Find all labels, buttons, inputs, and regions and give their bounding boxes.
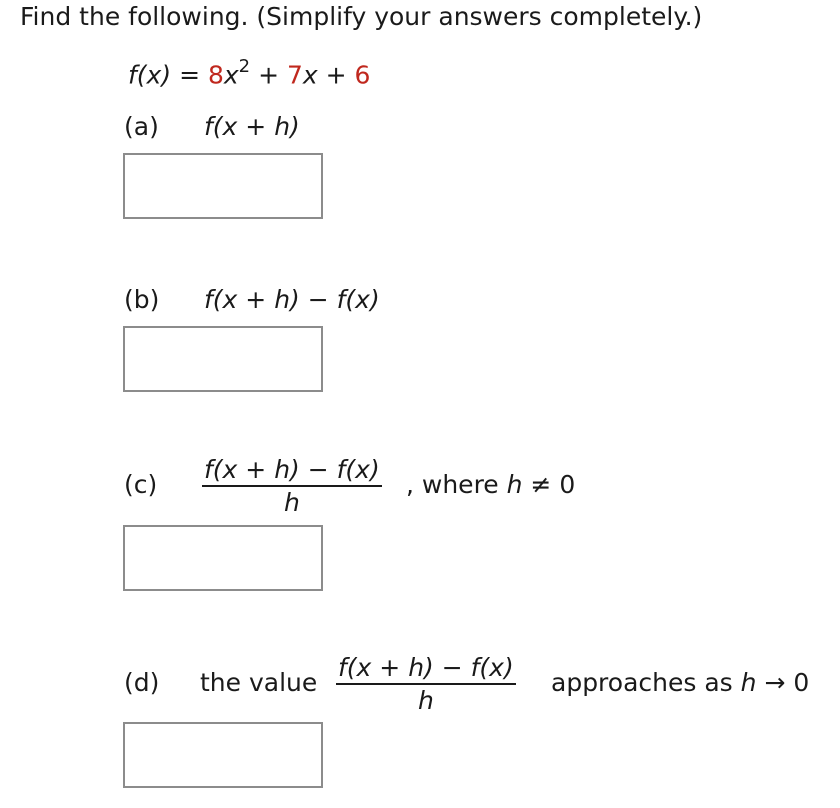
part-d-fraction bbox=[336, 653, 516, 717]
equals-sign: = bbox=[179, 60, 201, 90]
part-d-lim-var: h bbox=[740, 668, 757, 697]
coef-b: 7 bbox=[286, 60, 303, 90]
coef-a: 8 bbox=[207, 60, 224, 90]
answer-input-b[interactable] bbox=[123, 326, 323, 392]
part-c-fraction bbox=[202, 455, 382, 519]
part-d-label: (d) bbox=[124, 668, 160, 697]
part-b-label: (b) bbox=[124, 285, 160, 314]
part-c-cond-var: h bbox=[506, 470, 523, 499]
part-c-condition bbox=[406, 470, 575, 499]
part-d-suffix-text: approaches as bbox=[551, 668, 741, 697]
part-c-denominator: h bbox=[283, 488, 300, 517]
var-x-sq: x bbox=[223, 60, 239, 90]
part-c-numerator: f(x + h) − f(x) bbox=[202, 455, 382, 487]
answer-input-a[interactable] bbox=[123, 153, 323, 219]
plus-sign-2: + bbox=[325, 60, 347, 90]
part-a-expression: f(x + h) bbox=[204, 112, 300, 141]
part-b-expression: f(x + h) − f(x) bbox=[204, 285, 380, 314]
part-c-cond-rest: ≠ 0 bbox=[522, 470, 576, 499]
part-d-prefix: the value bbox=[200, 668, 318, 697]
function-definition bbox=[128, 58, 370, 89]
plus-sign-1: + bbox=[258, 60, 280, 90]
part-d-denominator: h bbox=[417, 686, 434, 715]
instruction-text: Find the following. (Simplify your answers completely.) bbox=[20, 2, 703, 31]
part-d-lim-rest: → 0 bbox=[756, 668, 810, 697]
part-d-suffix bbox=[551, 668, 809, 697]
exponent: 2 bbox=[238, 56, 251, 77]
part-a-label: (a) bbox=[124, 112, 159, 141]
answer-input-c[interactable] bbox=[123, 525, 323, 591]
part-c-tail: , where bbox=[406, 470, 507, 499]
var-x-lin: x bbox=[302, 60, 318, 90]
const-c: 6 bbox=[354, 60, 371, 90]
answer-input-d[interactable] bbox=[123, 722, 323, 788]
function-lhs: f(x) bbox=[128, 60, 172, 90]
part-d-numerator: f(x + h) − f(x) bbox=[336, 653, 516, 685]
part-c-label: (c) bbox=[124, 470, 158, 499]
